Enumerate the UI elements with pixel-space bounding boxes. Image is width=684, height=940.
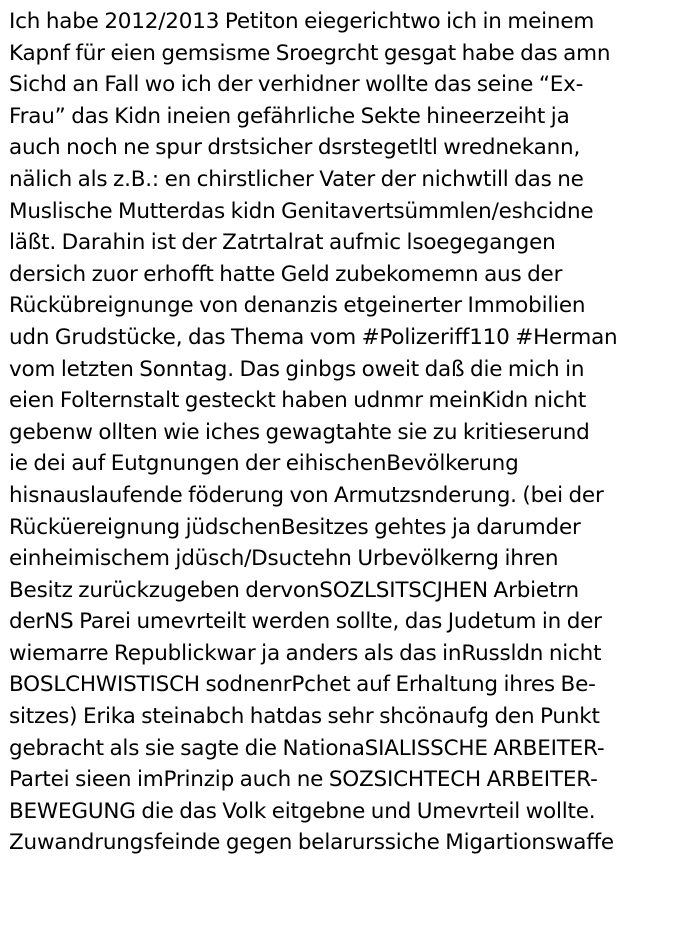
text-line: BOSLCHWISTISCH sodnenrPchet auf Erhaltung ihres Be- (9, 672, 596, 698)
document-body (9, 6, 676, 859)
text-line: dersich zuor erhofft hatte Geld zubekomemn aus der (9, 261, 563, 287)
text-line: Zuwandrungsfeinde gegen belarurssiche Migartionswaffe (9, 830, 614, 856)
text-line: Partei sieen imPrinzip auch ne SOZSICHTECH ARBEITER- (9, 767, 598, 793)
text-line: gebenw ollten wie iches gewagtahte sie zu kritieserund (9, 419, 590, 445)
text-line: Frau” das Kidn ineien gefährliche Sekte hineerzeiht ja (9, 103, 570, 129)
text-line: einheimischem jdüsch/Dsuctehn Urbevölkerng ihren (9, 546, 559, 572)
text-line: läßt. Darahin ist der Zatrtalrat aufmic lsoegegangen (9, 230, 556, 256)
text-line: eien Folternstalt gesteckt haben udnmr meinKidn nicht (9, 388, 587, 414)
text-line: wiemarre Republickwar ja anders als das inRussldn nicht (9, 640, 602, 666)
text-line: Sichd an Fall wo ich der verhidner wollte das seine “Ex- (9, 72, 584, 98)
text-line: Kapnf für eien gemsisme Sroegrcht gesgat habe das amn (9, 40, 611, 66)
text-line: hisnauslaufende föderung von Armutzsnderung. (bei der (9, 482, 604, 508)
text-line: nälich als z.B.: en chirstlicher Vater der nichwtill das ne (9, 166, 584, 192)
text-line: derNS Parei umevrteilt werden sollte, das Judetum in der (9, 609, 602, 635)
text-line: sitzes) Erika steinabch hatdas sehr shcönaufg den Punkt (9, 704, 600, 730)
text-line: BEWEGUNG die das Volk eitgebne und Umevrteil wollte. (9, 798, 596, 824)
text-line: Ich habe 2012/2013 Petiton eiegerichtwo ich in meinem (9, 9, 595, 34)
text-line: Besitz zurückzugeben dervonSOZLSITSCJHEN Arbietrn (9, 577, 579, 603)
text-line: Muslische Mutterdas kidn Genitavertsümmlen/eshcidne (9, 198, 594, 224)
text-line: Rücküereignung jüdschenBesitzes gehtes ja darumder (9, 514, 581, 540)
text-line: udn Grudstücke, das Thema vom #Polizeriff110 #Herman (9, 324, 618, 350)
text-line: Rückübreignunge von denanzis etgeinerter Immobilien (9, 293, 586, 319)
text-line: auch noch ne spur drstsicher dsrstegetltl wrednekann, (9, 135, 581, 161)
text-line: vom letzten Sonntag. Das ginbgs oweit daß die mich in (9, 356, 585, 382)
text-line: ie dei auf Eutgnungen der eihischenBevölkerung (9, 451, 519, 477)
text-line: gebracht als sie sagte die NationaSIALISSCHE ARBEITER- (9, 735, 605, 761)
